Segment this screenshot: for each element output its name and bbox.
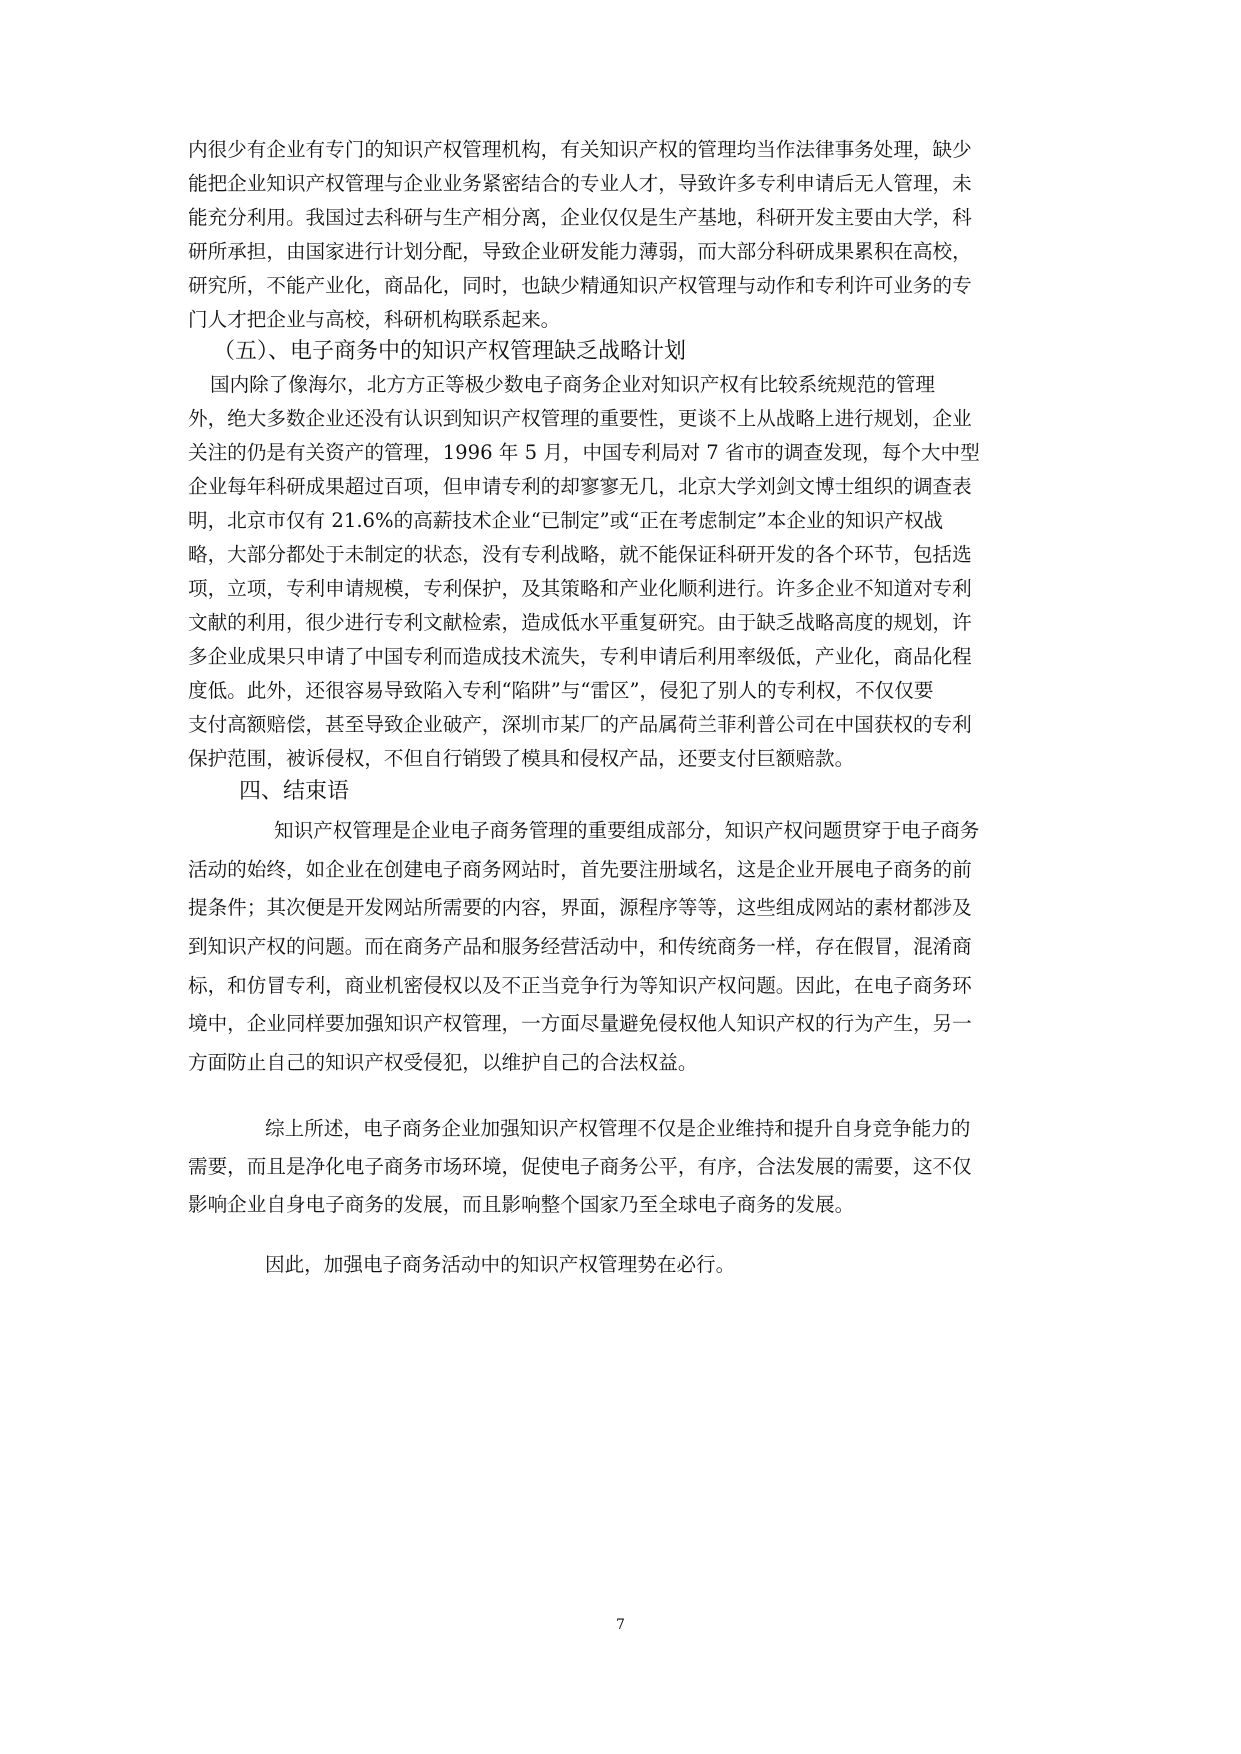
- text-line: 支付高额赔偿，甚至导致企业破产，深圳市某厂的产品属荷兰菲利普公司在中国获权的专利: [188, 713, 972, 736]
- text-line: 门人才把企业与高校，科研机构联系起来。: [188, 308, 561, 331]
- text-line: 内很少有企业有专门的知识产权管理机构，有关知识产权的管理均当作法律事务处理，缺少: [188, 138, 972, 161]
- text-line: 度低。此外，还很容易导致陷入专利“陷阱”与“雷区”，侵犯了别人的专利权，不仅仅要: [188, 679, 934, 702]
- text-line: 综上所述，电子商务企业加强知识产权管理不仅是企业维持和提升自身竞争能力的: [265, 1117, 971, 1140]
- text-line: 关注的仍是有关资产的管理，1996 年 5 月，中国专利局对 7 省市的调查发现，每个大中型: [188, 441, 980, 464]
- text-line: 方面防止自己的知识产权受侵犯，以维护自己的合法权益。: [188, 1051, 698, 1074]
- text-line: 多企业成果只申请了中国专利而造成技术流失，专利申请后利用率级低，产业化，商品化程: [188, 645, 972, 668]
- section-heading: （五）、电子商务中的知识产权管理缺乏战略计划: [213, 339, 687, 364]
- text-line: 需要，而且是净化电子商务市场环境，促使电子商务公平，有序，合法发展的需要，这不仅: [188, 1155, 972, 1178]
- text-line: 研究所，不能产业化，商品化，同时，也缺少精通知识产权管理与动作和专利许可业务的专: [188, 274, 972, 297]
- page-number: 7: [616, 1617, 625, 1633]
- text-line: 境中，企业同样要加强知识产权管理，一方面尽量避免侵权他人知识产权的行为产生，另一: [188, 1012, 972, 1035]
- text-line: 项，立项，专利申请规模，专利保护，及其策略和产业化顺利进行。许多企业不知道对专利: [188, 577, 972, 600]
- text-line: 知识产权管理是企业电子商务管理的重要组成部分，知识产权问题贯穿于电子商务: [274, 819, 980, 842]
- text-line: 研所承担，由国家进行计划分配，导致企业研发能力薄弱，而大部分科研成果累积在高校，: [188, 240, 972, 263]
- text-line: 活动的始终，如企业在创建电子商务网站时，首先要注册域名，这是企业开展电子商务的前: [188, 858, 972, 881]
- text-line: 因此，加强电子商务活动中的知识产权管理势在必行。: [265, 1253, 736, 1276]
- text-line: 外，绝大多数企业还没有认识到知识产权管理的重要性，更谈不上从战略上进行规划，企业: [188, 407, 972, 430]
- text-line: 企业每年科研成果超过百项，但申请专利的却寥寥无几，北京大学刘剑文博士组织的调查表: [188, 475, 972, 498]
- text-line: 国内除了像海尔，北方方正等极少数电子商务企业对知识产权有比较系统规范的管理: [210, 373, 935, 396]
- text-line: 明，北京市仅有 21.6%的高薪技术企业“已制定”或“正在考虑制定”本企业的知识产权战: [188, 509, 944, 532]
- text-line: 能把企业知识产权管理与企业业务紧密结合的专业人才，导致许多专利申请后无人管理，未: [188, 172, 972, 195]
- text-line: 到知识产权的问题。而在商务产品和服务经营活动中，和传统商务一样，存在假冒，混淆商: [188, 935, 972, 958]
- section-heading: 四、结束语: [239, 779, 350, 804]
- text-line: 略，大部分都处于未制定的状态，没有专利战略，就不能保证科研开发的各个环节，包括选: [188, 543, 972, 566]
- text-line: 影响企业自身电子商务的发展，而且影响整个国家乃至全球电子商务的发展。: [188, 1193, 855, 1216]
- text-line: 标，和仿冒专利，商业机密侵权以及不正当竞争行为等知识产权问题。因此，在电子商务环: [188, 974, 972, 997]
- text-line: 文献的利用，很少进行专利文献检索，造成低水平重复研究。由于缺乏战略高度的规划，许: [188, 611, 972, 634]
- text-line: 能充分利用。我国过去科研与生产相分离，企业仅仅是生产基地，科研开发主要由大学，科: [188, 206, 972, 229]
- text-line: 保护范围，被诉侵权，不但自行销毁了模具和侵权产品，还要支付巨额赔款。: [188, 747, 855, 770]
- text-line: 提条件；其次便是开发网站所需要的内容，界面，源程序等等，这些组成网站的素材都涉及: [188, 896, 972, 919]
